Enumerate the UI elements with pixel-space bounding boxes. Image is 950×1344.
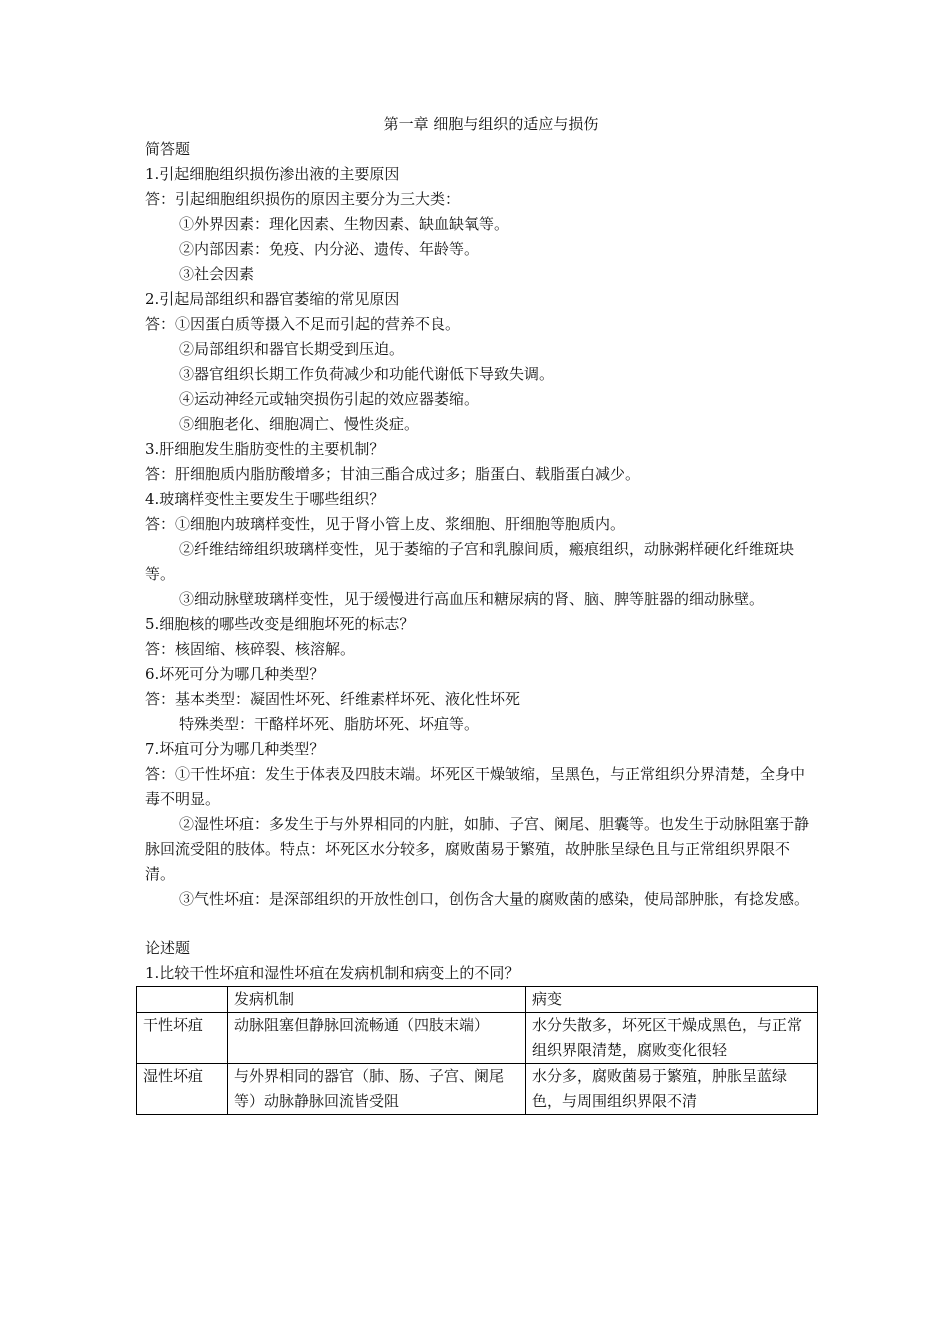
table-cell: 干性坏疽 — [137, 1013, 228, 1064]
table-header-cell: 发病机制 — [228, 987, 526, 1013]
answer-7-item: ②湿性坏疽：多发生于与外界相同的内脏，如肺、子宫、阑尾、胆囊等。也发生于动脉阻塞于静脉回流受阻的肢体。特点：坏死区水分较多，腐败菌易于繁殖，故肿胀呈绿色且与正常组织界限不清。 — [145, 815, 810, 883]
question-3: 3.肝细胞发生脂肪变性的主要机制？ — [145, 440, 385, 458]
answer-1: 答：引起细胞组织损伤的原因主要分为三大类： — [145, 190, 461, 208]
section-heading-short: 简答题 — [145, 140, 191, 158]
answer-1-item: ③社会因素 — [179, 265, 255, 283]
table-cell: 湿性坏疽 — [137, 1064, 228, 1115]
comparison-table — [136, 986, 818, 1115]
question-4: 4.玻璃样变性主要发生于哪些组织？ — [145, 490, 385, 508]
table-header-cell: 病变 — [526, 987, 818, 1013]
question-6: 6.坏死可分为哪几种类型？ — [145, 665, 325, 683]
answer-4-item: ②纤维结缔组织玻璃样变性，见于萎缩的子宫和乳腺间质，瘢痕组织，动脉粥样硬化纤维斑块等。 — [145, 540, 795, 583]
table-cell: 动脉阻塞但静脉回流畅通（四肢末端） — [228, 1013, 526, 1064]
table-header-row — [137, 987, 818, 1013]
question-1: 1.引起细胞组织损伤渗出液的主要原因 — [145, 165, 400, 183]
answer-4: 答：①细胞内玻璃样变性，见于肾小管上皮、浆细胞、肝细胞等胞质内。 — [145, 515, 626, 533]
table-row — [137, 1064, 818, 1115]
table-cell: 水分多，腐败菌易于繁殖，肿胀呈蓝绿色，与周围组织界限不清 — [526, 1064, 818, 1115]
answer-5: 答：核固缩、核碎裂、核溶解。 — [145, 640, 356, 658]
answer-1-item: ①外界因素：理化因素、生物因素、缺血缺氧等。 — [179, 215, 510, 233]
question-7: 7.坏疽可分为哪几种类型？ — [145, 740, 325, 758]
question-5: 5.细胞核的哪些改变是细胞坏死的标志？ — [145, 615, 415, 633]
answer-3: 答：肝细胞质内脂肪酸增多；甘油三酯合成过多；脂蛋白、载脂蛋白减少。 — [145, 465, 641, 483]
document-page — [145, 112, 817, 1115]
essay-question-1: 1.比较干性坏疽和湿性坏疽在发病机制和病变上的不同？ — [145, 964, 520, 982]
answer-2-item: ②局部组织和器官长期受到压迫。 — [179, 340, 405, 358]
table-cell: 与外界相同的器官（肺、肠、子宫、阑尾等）动脉静脉回流皆受阻 — [228, 1064, 526, 1115]
answer-2-item: ⑤细胞老化、细胞凋亡、慢性炎症。 — [179, 415, 420, 433]
section-spacer — [145, 912, 817, 936]
question-2: 2.引起局部组织和器官萎缩的常见原因 — [145, 290, 400, 308]
section-heading-essay: 论述题 — [145, 939, 191, 957]
table-cell: 水分失散多，坏死区干燥成黑色，与正常组织界限清楚，腐败变化很轻 — [526, 1013, 818, 1064]
answer-2-item: ④运动神经元或轴突损伤引起的效应器萎缩。 — [179, 390, 480, 408]
table-row — [137, 1013, 818, 1064]
answer-6-item: 特殊类型：干酪样坏死、脂肪坏死、坏疽等。 — [179, 715, 480, 733]
answer-2: 答：①因蛋白质等摄入不足而引起的营养不良。 — [145, 315, 461, 333]
table-header-cell — [137, 987, 228, 1013]
page-title: 第一章 细胞与组织的适应与损伤 — [383, 115, 599, 133]
answer-4-item: ③细动脉壁玻璃样变性，见于缓慢进行高血压和糖尿病的肾、脑、脾等脏器的细动脉壁。 — [179, 590, 765, 608]
answer-2-item: ③器官组织长期工作负荷减少和功能代谢低下导致失调。 — [179, 365, 555, 383]
answer-1-item: ②内部因素：免疫、内分泌、遗传、年龄等。 — [179, 240, 480, 258]
answer-7-item: ③气性坏疽：是深部组织的开放性创口，创伤含大量的腐败菌的感染，使局部肿胀，有捻发感。 — [179, 890, 810, 908]
answer-6: 答：基本类型：凝固性坏死、纤维素样坏死、液化性坏死 — [145, 690, 521, 708]
answer-7: 答：①干性坏疽：发生于体表及四肢末端。坏死区干燥皱缩，呈黑色，与正常组织分界清楚，全身中毒不明显。 — [145, 765, 806, 808]
